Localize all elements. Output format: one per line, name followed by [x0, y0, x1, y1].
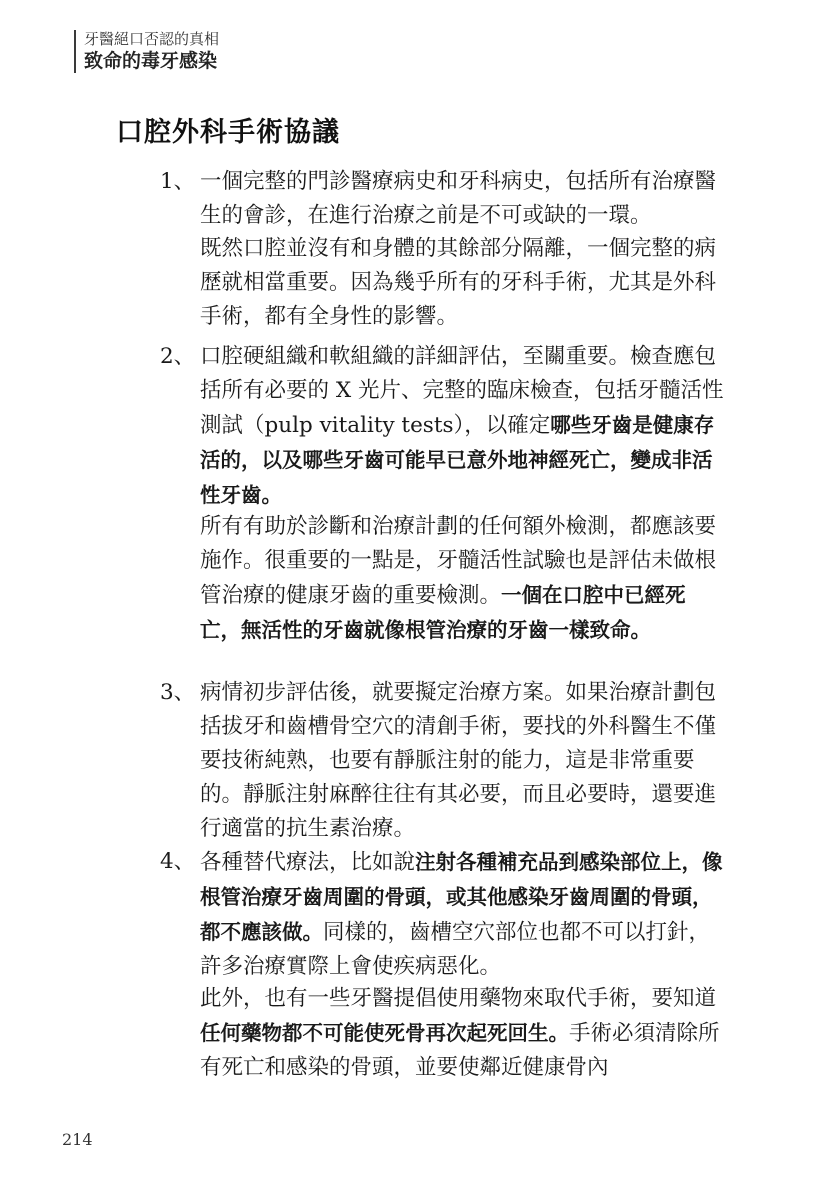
- item-4-followup: [200, 982, 725, 1085]
- book-title: 致命的毒牙感染: [84, 50, 218, 72]
- item-number: 3、: [160, 680, 196, 705]
- item-text: 病情初步評估後，就要擬定治療方案。如果治療計劃包括拔牙和齒槽骨空穴的清創手術，要找的外科醫生不僅要技術純熟，也要有靜脈注射的能力，這是非常重要的。靜脈注射麻醉往往有其必要，而且必要時，還要進行適當的抗生素治療。: [200, 680, 717, 841]
- list-item-4: [160, 845, 725, 984]
- followup-normal: 所有有助於診斷和治療計劃的任何額外檢測，都應該要施作。很重要的一點是，牙髓活性試驗也是評估未做根管治療的健康牙齒的重要檢測。: [200, 514, 717, 608]
- list-item-2: [160, 340, 725, 513]
- item-text-emphasis: 哪些牙齒是健康存活的，以及哪些牙齒可能早已意外地神經死亡，變成非活性牙齒。: [200, 413, 715, 507]
- item-text-normal: 各種替代療法，比如說: [200, 850, 416, 875]
- running-header: [74, 30, 219, 73]
- item-1-followup: 既然口腔並沒有和身體的其餘部分隔離，一個完整的病歷就相當重要。因為幾乎所有的牙科手術，尤其是外科手術，都有全身性的影響。: [200, 236, 717, 329]
- list-item-1: [160, 165, 725, 233]
- page-number: 214: [62, 1130, 93, 1149]
- followup-emphasis: 一個在口腔中已經死亡，無活性的牙齒就像根管治療的牙齒一樣致命。: [200, 583, 686, 642]
- item-text: 一個完整的門診醫療病史和牙科病史，包括所有治療醫生的會診，在進行治療之前是不可或缺的一環。: [200, 169, 717, 228]
- item-text: [200, 340, 725, 513]
- item-number: 4、: [160, 849, 196, 874]
- followup-normal: 此外，也有一些牙醫提倡使用藥物來取代手術，要知道: [200, 986, 717, 1011]
- item-2-followup: [200, 510, 725, 648]
- item-text: [200, 845, 725, 984]
- item-text-normal: 口腔硬組織和軟組織的詳細評估，至關重要。檢查應包括所有必要的 X 光片、完整的臨床檢查，包括牙髓活性測試（pulp vitality tests），以確定: [200, 344, 724, 438]
- list-item-3: [160, 676, 725, 846]
- item-text-normal: 同樣的，齒槽空穴部位也都不可以打針，許多治療實際上會使疾病惡化。: [200, 920, 711, 979]
- item-number: 2、: [160, 344, 196, 369]
- followup-emphasis: 任何藥物都不可能使死骨再次起死回生。: [200, 1021, 569, 1045]
- item-number: 1、: [160, 169, 196, 194]
- book-subtitle: 牙醫絕口否認的真相: [84, 30, 220, 48]
- followup-normal: 手術必須清除所有死亡和感染的骨頭，並要使鄰近健康骨內: [200, 1021, 720, 1080]
- section-title: 口腔外科手術協議: [116, 117, 340, 148]
- item-text-emphasis: 注射各種補充品到感染部位上，像根管治療牙齒周圍的骨頭，或其他感染牙齒周圍的骨頭，都不應該做。: [200, 850, 723, 944]
